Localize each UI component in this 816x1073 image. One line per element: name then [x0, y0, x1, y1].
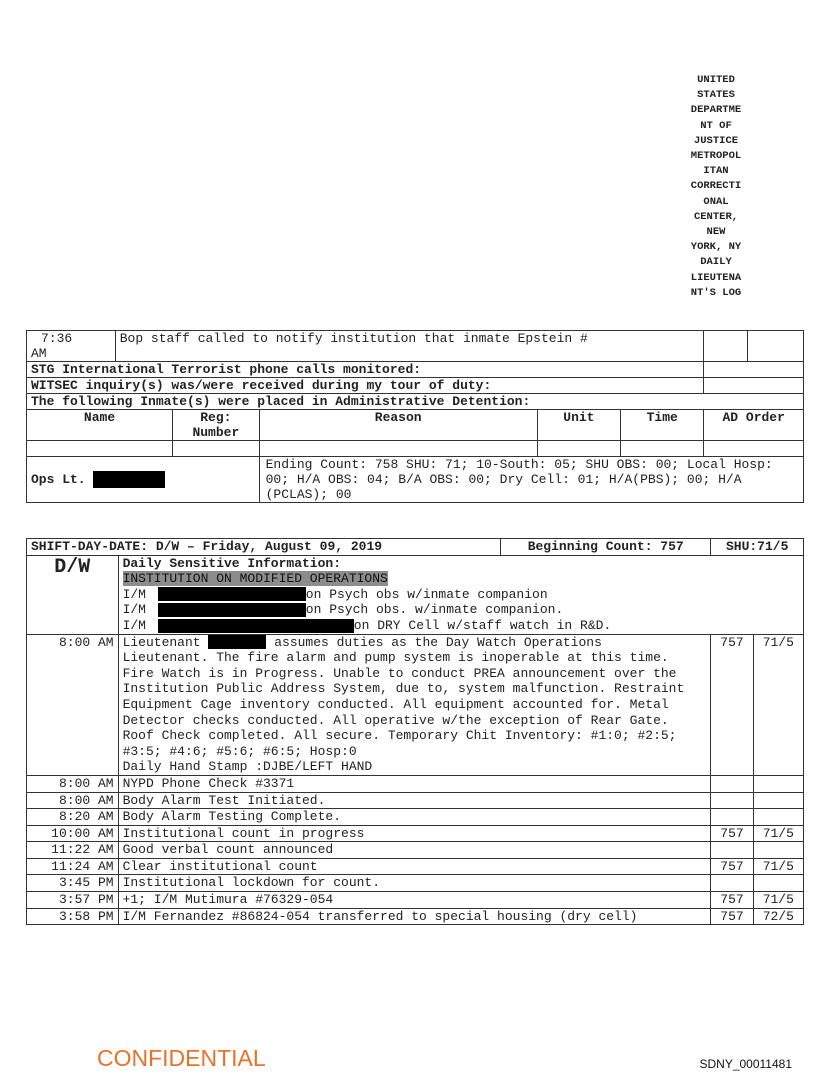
lt-stamp: Daily Hand Stamp :DJBE/LEFT HAND	[122, 759, 373, 775]
col-ad-order: AD Order	[704, 410, 804, 441]
entry-text: I/M Fernandez #86824-054 transferred to special housing (dry cell)	[118, 908, 711, 925]
entry-text: Body Alarm Test Initiated.	[118, 792, 711, 809]
psych-text: on Psych obs. w/inmate companion.	[305, 602, 564, 618]
redaction	[158, 603, 306, 617]
entry-time: 10:00 AM	[27, 825, 119, 842]
dry-cell-text: on DRY Cell w/staff watch in R&D.	[353, 617, 612, 633]
header-line: YORK, NY	[690, 241, 742, 254]
ad-empty-row	[27, 441, 804, 457]
entry-time: 3:57 PM	[27, 892, 119, 909]
header-line: NEW	[706, 226, 726, 239]
lt-rest: assumes duties as the Day Watch Operations	[274, 634, 602, 650]
entry-text: Body Alarm Testing Complete.	[118, 809, 711, 826]
log-entry-row	[27, 842, 804, 859]
ad-cell	[621, 441, 704, 457]
entry-shu-cell	[747, 331, 803, 362]
header-line: CORRECTI	[690, 180, 742, 193]
sensitive-info-row	[27, 555, 804, 634]
entry-count: 757	[711, 908, 753, 925]
entry-shu: 71/5	[753, 634, 803, 775]
entry-shu: 71/5	[753, 858, 803, 875]
entry-shu: 71/5	[753, 892, 803, 909]
entry-time: 11:24 AM	[27, 858, 119, 875]
im-prefix: I/M	[122, 602, 146, 618]
entry-time-line: AM	[31, 346, 47, 361]
im-prefix: I/M	[122, 617, 146, 633]
bates-number: SDNY_00011481	[699, 1057, 792, 1071]
entry-text: NYPD Phone Check #3371	[118, 775, 711, 792]
entry-time: 8:20 AM	[27, 809, 119, 826]
shift-header-row	[27, 539, 804, 556]
col-time: Time	[621, 410, 704, 441]
dw-label: D/W	[27, 555, 119, 634]
entry-count: 757	[711, 634, 753, 775]
entry-text: +1; I/M Mutimura #76329-054	[118, 892, 711, 909]
header-line: NT'S LOG	[690, 286, 742, 299]
dry-cell-line	[123, 618, 799, 634]
header-line: UNITED	[697, 74, 735, 86]
header-line: LIEUTENA	[690, 271, 742, 284]
ending-count: Ending Count: 758 SHU: 71; 10-South: 05; SHU OBS: 00; Local Hosp: 00; H/A OBS: 04; B/A OBS: 00; Dry Cell: 01; H/A(PBS); 00; H/A (PCLAS); 00	[259, 457, 803, 503]
entry-text: Institutional lockdown for count.	[118, 875, 711, 892]
entry-time: 11:22 AM	[27, 842, 119, 859]
psych-line-2	[123, 602, 799, 618]
entry-text: Institutional count in progress	[118, 825, 711, 842]
header-line: NT OF	[700, 119, 732, 132]
entry-time: 8:00 AM	[27, 775, 119, 792]
header-line: DEPARTME	[690, 104, 742, 117]
entry-shu	[753, 809, 803, 826]
entry-shu	[753, 842, 803, 859]
redaction	[208, 635, 266, 649]
lt-prefix: Lieutenant	[122, 634, 201, 650]
entry-time: 8:00 AM	[27, 792, 119, 809]
header-line: ONAL	[703, 195, 729, 208]
entry-time: 3:45 PM	[27, 875, 119, 892]
redaction	[93, 471, 165, 488]
modified-ops: INSTITUTION ON MODIFIED OPERATIONS	[122, 571, 388, 587]
entry-time-line: 7:36	[41, 331, 73, 346]
ops-lt-cell	[27, 457, 260, 503]
ad-cell	[537, 441, 620, 457]
entry-count	[711, 792, 753, 809]
confidential-watermark: CONFIDENTIAL	[97, 1045, 266, 1071]
entry-shu: 71/5	[753, 825, 803, 842]
entry-text: Bop staff called to notify institution that inmate Epstein #	[115, 331, 704, 362]
ad-cell	[704, 441, 804, 457]
entry-count	[711, 875, 753, 892]
col-unit: Unit	[537, 410, 620, 441]
stg-value	[704, 362, 804, 378]
header-line: DAILY	[700, 256, 732, 269]
log-entry-row	[27, 858, 804, 875]
log-entry-row	[27, 892, 804, 909]
log-entry-row	[27, 775, 804, 792]
im-prefix: I/M	[122, 586, 146, 602]
document-header	[680, 73, 752, 301]
modified-ops-line	[123, 571, 799, 587]
entry-count: 757	[711, 858, 753, 875]
shift-day-date: SHIFT-DAY-DATE: D/W – Friday, August 09, 2019	[27, 539, 501, 556]
entry-time: 3:58 PM	[27, 908, 119, 925]
shu-count: SHU:71/5	[711, 539, 804, 556]
psych-text: on Psych obs w/inmate companion	[305, 586, 548, 602]
log-entry-row	[27, 908, 804, 925]
lt-body: Lieutenant. The fire alarm and pump system is inoperable at this time. Fire Watch is in Progress. Unable to conduct PREA announcement over the Institution Public Address System, due to, system malfunction. Restraint Equipment Cage inventory conducted. All equipment accounted for. Metal Detector checks conducted. All operative w/the exception of Rear Gate. Roof Check completed. All secure. Temporary Chit Inventory: #1:0; #2:5; #3:5; #4:6; #5:6; #6:5; Hosp:0	[122, 650, 685, 759]
psych-line-1	[123, 587, 799, 603]
entry-shu	[753, 792, 803, 809]
log-entry-row	[27, 792, 804, 809]
entry-count: 757	[711, 825, 753, 842]
log-entry-row	[27, 875, 804, 892]
entry-count-cell	[704, 331, 747, 362]
col-reg-number: Reg: Number	[173, 410, 260, 441]
entry-count: 757	[711, 892, 753, 909]
sensitive-info	[118, 555, 803, 634]
ops-lt-label: Ops Lt.	[31, 471, 86, 487]
col-reason: Reason	[259, 410, 537, 441]
header-line: STATES	[697, 89, 735, 102]
header-line: METROPOL	[690, 150, 742, 163]
entry-shu	[753, 875, 803, 892]
ad-cell	[173, 441, 260, 457]
entry-time	[27, 331, 116, 362]
col-name: Name	[27, 410, 173, 441]
witsec-row: WITSEC inquiry(s) was/were received during my tour of duty:	[27, 378, 704, 394]
redaction	[158, 587, 306, 601]
ad-header-row	[27, 410, 804, 441]
entry-text: Good verbal count announced	[118, 842, 711, 859]
stg-row: STG International Terrorist phone calls monitored:	[27, 362, 704, 378]
log-entry-row	[27, 825, 804, 842]
log-entry-row	[27, 809, 804, 826]
header-line: JUSTICE	[693, 134, 739, 147]
header-line: ITAN	[703, 165, 729, 178]
witsec-value	[704, 378, 804, 394]
shift-log-table	[26, 538, 804, 925]
entry-shu: 72/5	[753, 908, 803, 925]
sensitive-title: Daily Sensitive Information:	[122, 555, 342, 571]
ad-row: The following Inmate(s) were placed in Administrative Detention:	[27, 394, 804, 410]
entry-count	[711, 775, 753, 792]
lt-entry-text	[118, 634, 711, 775]
beginning-count: Beginning Count: 757	[501, 539, 711, 556]
header-line: CENTER,	[693, 210, 739, 223]
ending-count-row	[27, 457, 804, 503]
ad-cell	[27, 441, 173, 457]
entry-count	[711, 809, 753, 826]
redaction	[158, 619, 354, 633]
entry-shu	[753, 775, 803, 792]
entry-text: Clear institutional count	[118, 858, 711, 875]
lt-entry-row	[27, 634, 804, 775]
entry-count	[711, 842, 753, 859]
entry-time: 8:00 AM	[27, 634, 119, 775]
entry-row	[27, 331, 804, 362]
ad-cell	[259, 441, 537, 457]
summary-table	[26, 330, 804, 503]
